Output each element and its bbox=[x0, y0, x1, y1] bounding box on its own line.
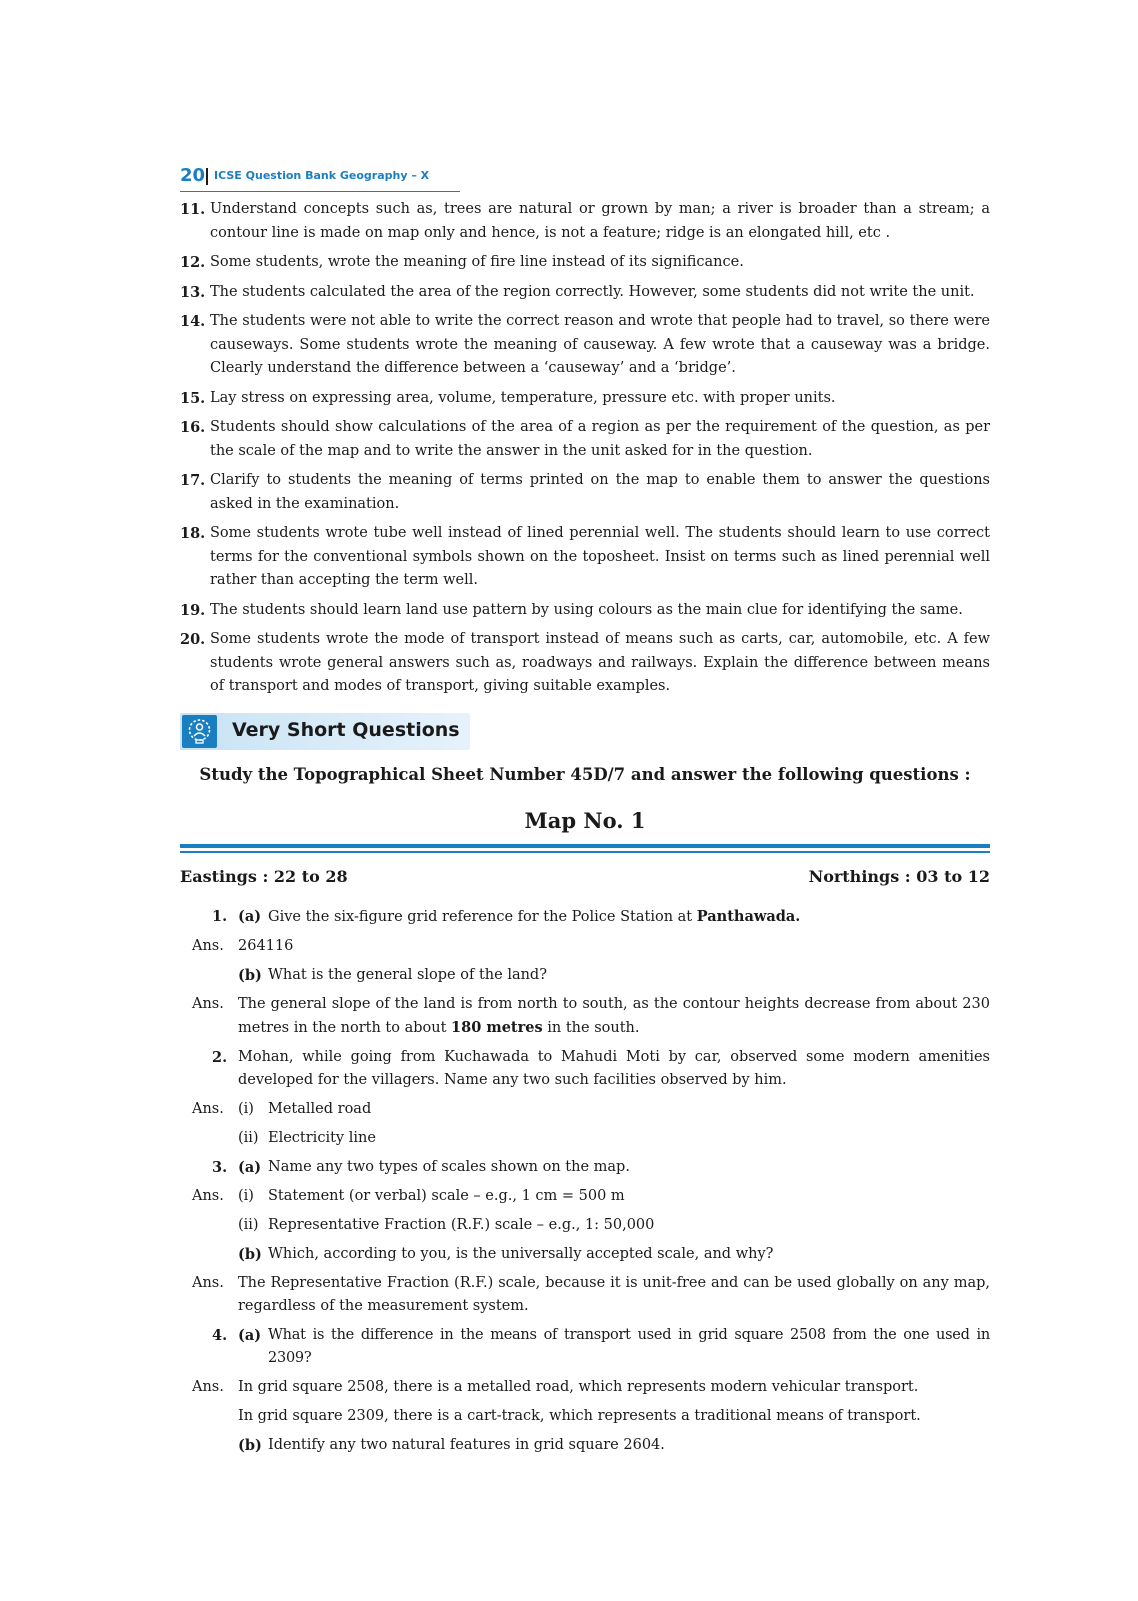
answer-text: Electricity line bbox=[268, 1130, 376, 1146]
question-part: (b) bbox=[238, 967, 262, 984]
answer-label: Ans. bbox=[192, 996, 224, 1012]
map-title: Map No. 1 bbox=[524, 808, 646, 833]
item-text: Some students, wrote the meaning of fire line instead of its significance. bbox=[210, 254, 744, 270]
answer-text: In grid square 2508, there is a metalled road, which represents modern vehicular transport. bbox=[238, 1379, 919, 1395]
answer bbox=[180, 1376, 990, 1399]
answer-part: (ii) bbox=[238, 1130, 259, 1146]
answer bbox=[180, 1098, 990, 1121]
page-header bbox=[180, 165, 460, 192]
eastings: Eastings : 22 to 28 bbox=[180, 867, 348, 886]
answer bbox=[180, 1214, 990, 1237]
list-item bbox=[180, 310, 990, 381]
item-number: 12. bbox=[180, 254, 206, 271]
question bbox=[180, 905, 990, 929]
question-part: (a) bbox=[238, 1159, 262, 1176]
answer bbox=[180, 993, 990, 1040]
list-item bbox=[180, 281, 990, 305]
question bbox=[180, 1324, 990, 1370]
answer bbox=[180, 935, 990, 958]
list-item bbox=[180, 416, 990, 463]
header-title: ICSE Question Bank Geography – X bbox=[214, 169, 430, 182]
list-item bbox=[180, 599, 990, 623]
question bbox=[180, 1434, 990, 1457]
question-text: Identify any two natural features in grid square 2604. bbox=[268, 1437, 665, 1453]
answer-part: (i) bbox=[238, 1101, 254, 1117]
list-item bbox=[180, 198, 990, 245]
answer-text: In grid square 2309, there is a cart-track, which represents a traditional means of transport. bbox=[238, 1408, 921, 1424]
item-text: Understand concepts such as, trees are natural or grown by man; a river is broader than a stream; a contour line is made on map only and hence, is not a feature; ridge is an elongated hill, etc . bbox=[210, 201, 990, 241]
item-number: 20. bbox=[180, 631, 206, 648]
item-number: 18. bbox=[180, 525, 206, 542]
question bbox=[180, 1156, 990, 1179]
item-text: Clarify to students the meaning of terms printed on the map to enable them to answer the questions asked in the examination. bbox=[210, 472, 990, 512]
item-text: Lay stress on expressing area, volume, temperature, pressure etc. with proper units. bbox=[210, 389, 836, 406]
answer-text: Representative Fraction (R.F.) scale – e.g., 1: 50,000 bbox=[268, 1217, 655, 1233]
lightbulb-person-icon bbox=[182, 715, 217, 748]
answer bbox=[180, 1272, 990, 1318]
question-part: (a) bbox=[238, 908, 262, 925]
answer bbox=[180, 1185, 990, 1208]
question-text: Give the six-figure grid reference for the Police Station at bbox=[268, 909, 697, 925]
question-part: (b) bbox=[238, 1437, 262, 1454]
question-number: 1. bbox=[212, 908, 228, 925]
answer-text: Metalled road bbox=[268, 1101, 372, 1117]
question-text: Mohan, while going from Kuchawada to Mahudi Moti by car, observed some modern amenities developed for the villagers. Name any two such facilities observed by him. bbox=[238, 1049, 990, 1088]
question-number: 2. bbox=[212, 1049, 228, 1066]
instruction: Study the Topographical Sheet Number 45D/7 and answer the following questions : bbox=[199, 765, 971, 784]
question bbox=[180, 1243, 990, 1266]
item-number: 19. bbox=[180, 601, 206, 619]
item-text: The students should learn land use pattern by using colours as the main clue for identifying the same. bbox=[210, 601, 963, 618]
answer-text: The Representative Fraction (R.F.) scale, because it is unit-free and can be used globally on any map, regardless of the measurement system. bbox=[238, 1275, 990, 1314]
question bbox=[180, 964, 990, 987]
list-item bbox=[180, 628, 990, 699]
answer-label: Ans. bbox=[192, 1379, 224, 1395]
answer-text: The general slope of the land is from north to south, as the contour heights decrease from about 230 metres in the north to about bbox=[238, 996, 990, 1036]
question-text: Name any two types of scales shown on the map. bbox=[268, 1159, 630, 1175]
section-title: Very Short Questions bbox=[232, 719, 460, 741]
page-number: 20 bbox=[180, 165, 206, 186]
list-item bbox=[180, 387, 990, 411]
question-part: (a) bbox=[238, 1327, 262, 1344]
question-text: What is the general slope of the land? bbox=[268, 967, 547, 983]
answer-part: (ii) bbox=[238, 1217, 259, 1233]
item-text: Some students wrote the mode of transport instead of means such as carts, car, automobile, etc. A few students wrote general answers such as, roadways and railways. Explain the difference between means of transport and modes of transport, giving suitable examples. bbox=[210, 631, 990, 694]
answer-label: Ans. bbox=[192, 1188, 224, 1204]
item-text: The students calculated the area of the region correctly. However, some students did not write the unit. bbox=[210, 283, 975, 300]
item-text: The students were not able to write the correct reason and wrote that people had to travel, so there were causeways. Some students wrote the meaning of causeway. A few wrote that a causeway was a bridge. Clearly understand the difference between a ‘causeway’ and a ‘bridge’. bbox=[210, 313, 990, 376]
item-number: 11. bbox=[180, 201, 206, 218]
answer-text: 264116 bbox=[238, 938, 294, 954]
item-text: Students should show calculations of the area of a region as per the requirement of the question, as per the scale of the map and to write the answer in the unit asked for in the question. bbox=[210, 419, 990, 459]
answer-label: Ans. bbox=[192, 938, 224, 954]
item-number: 16. bbox=[180, 419, 206, 436]
answer-part: (i) bbox=[238, 1188, 254, 1204]
divider bbox=[180, 844, 990, 848]
question-text: What is the difference in the means of transport used in grid square 2508 from the one used in 2309? bbox=[268, 1327, 990, 1366]
question-text: Which, according to you, is the universally accepted scale, and why? bbox=[268, 1246, 774, 1262]
answer-label: Ans. bbox=[192, 1101, 224, 1117]
answer-text: in the south. bbox=[542, 1020, 640, 1036]
header-divider bbox=[206, 168, 208, 185]
item-number: 15. bbox=[180, 389, 206, 407]
questions-answers bbox=[180, 905, 990, 1463]
list-item bbox=[180, 251, 990, 275]
answer-label: Ans. bbox=[192, 1275, 224, 1291]
question-number: 4. bbox=[212, 1327, 228, 1344]
item-text: Some students wrote tube well instead of lined perennial well. The students should learn to use correct terms for the conventional symbols shown on the toposheet. Insist on terms such as lined perennial well rather than accepting the term well. bbox=[210, 525, 990, 588]
answer-bold: 180 metres bbox=[451, 1019, 543, 1036]
question-part: (b) bbox=[238, 1246, 262, 1263]
list-item bbox=[180, 522, 990, 593]
question bbox=[180, 1046, 990, 1092]
item-number: 14. bbox=[180, 313, 206, 330]
answer bbox=[180, 1127, 990, 1150]
divider bbox=[180, 851, 990, 853]
question-number: 3. bbox=[212, 1159, 228, 1176]
northings: Northings : 03 to 12 bbox=[808, 867, 990, 886]
list-item bbox=[180, 469, 990, 516]
points-list bbox=[180, 198, 990, 705]
section-banner bbox=[180, 713, 470, 750]
answer-text: Statement (or verbal) scale – e.g., 1 cm = 500 m bbox=[268, 1188, 625, 1204]
item-number: 17. bbox=[180, 472, 206, 489]
question-place: Panthawada. bbox=[696, 908, 801, 925]
item-number: 13. bbox=[180, 283, 206, 301]
answer bbox=[180, 1405, 990, 1428]
